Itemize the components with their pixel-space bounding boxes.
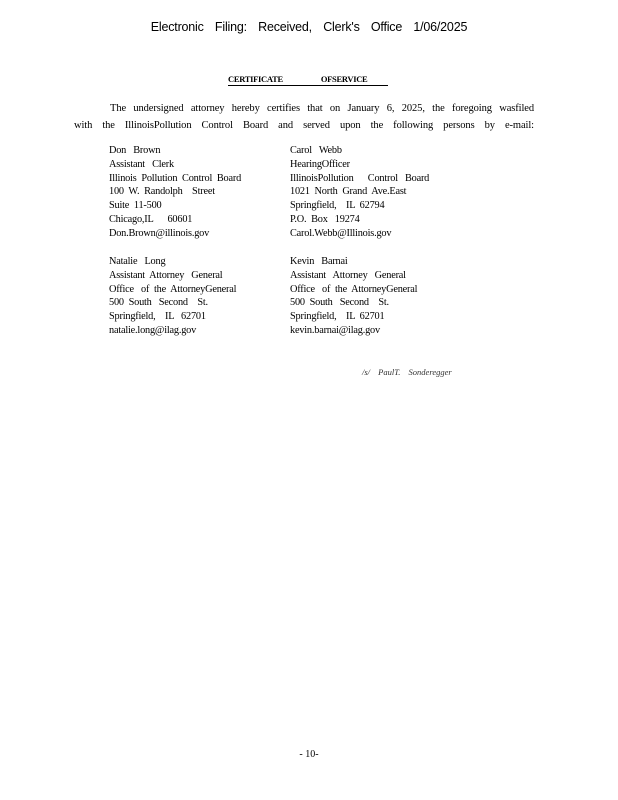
recipient-name: Carol Webb <box>290 145 342 156</box>
paragraph-line-1: The undersigned attorney hereby certifies that on January 6, 2025, the foregoing wasfiled <box>110 103 534 114</box>
recipient-name: Don Brown <box>109 145 161 156</box>
recipient-title: Assistant Attorney General <box>290 269 406 281</box>
recipient-organization: Office of the AttorneyGeneral <box>290 283 418 295</box>
recipient-city-line: Springfield, IL 62794 <box>290 200 385 212</box>
recipient-email: natalie.long@ilag.gov <box>109 324 197 336</box>
recipient-street: 100 W. Randolph Street <box>109 186 215 198</box>
recipient-street: 500 South Second St. <box>290 297 389 309</box>
filing-stamp: Electronic Filing: Received, Clerk's Office 1/06/2025 <box>150 20 468 34</box>
recipient-street: 1021 North Grand Ave.East <box>290 186 407 198</box>
recipient-email: kevin.barnai@ilag.gov <box>290 324 380 336</box>
recipient-name: Kevin Barnai <box>290 256 348 267</box>
certificate-title <box>228 74 388 86</box>
recipient-block-don-brown <box>109 144 241 241</box>
recipient-street: 500 South Second St. <box>109 297 208 309</box>
recipient-name: Natalie Long <box>109 256 166 267</box>
recipient-city: Springfield, IL 62701 <box>290 311 385 323</box>
recipient-title: Assistant Attorney General <box>109 269 223 281</box>
recipient-block-natalie-long <box>109 255 236 338</box>
recipient-organization: Illinois Pollution Control Board <box>109 172 242 184</box>
recipient-block-carol-webb <box>290 144 429 241</box>
title-word-certificate: CERTIFICATE <box>228 74 283 84</box>
recipient-organization: IllinoisPollution Control Board <box>290 172 430 184</box>
recipient-city: Springfield, IL 62701 <box>109 311 206 323</box>
paragraph-line-2: with the IllinoisPollution Control Board and served upon the following persons by e-mail: <box>74 120 534 131</box>
page-number: - 10- <box>299 749 319 760</box>
recipient-block-kevin-barnai <box>290 255 417 338</box>
recipient-organization: Office of the AttorneyGeneral <box>109 283 237 295</box>
certification-paragraph <box>74 100 534 134</box>
recipient-email: Don.Brown@illinois.gov <box>109 227 210 239</box>
recipient-suite: Suite 11-500 <box>109 200 162 212</box>
recipient-title: Assistant Clerk <box>109 158 174 170</box>
recipient-email: Carol.Webb@Illinois.gov <box>290 227 392 239</box>
title-word-of-service: OFSERVICE <box>320 74 368 84</box>
recipient-title: HearingOfficer <box>290 158 350 170</box>
recipient-po-box: P.O. Box 19274 <box>290 213 360 225</box>
recipient-city: Chicago,IL 60601 <box>109 213 193 225</box>
electronic-signature: /s/ PaulT. Sonderegger <box>362 367 452 377</box>
